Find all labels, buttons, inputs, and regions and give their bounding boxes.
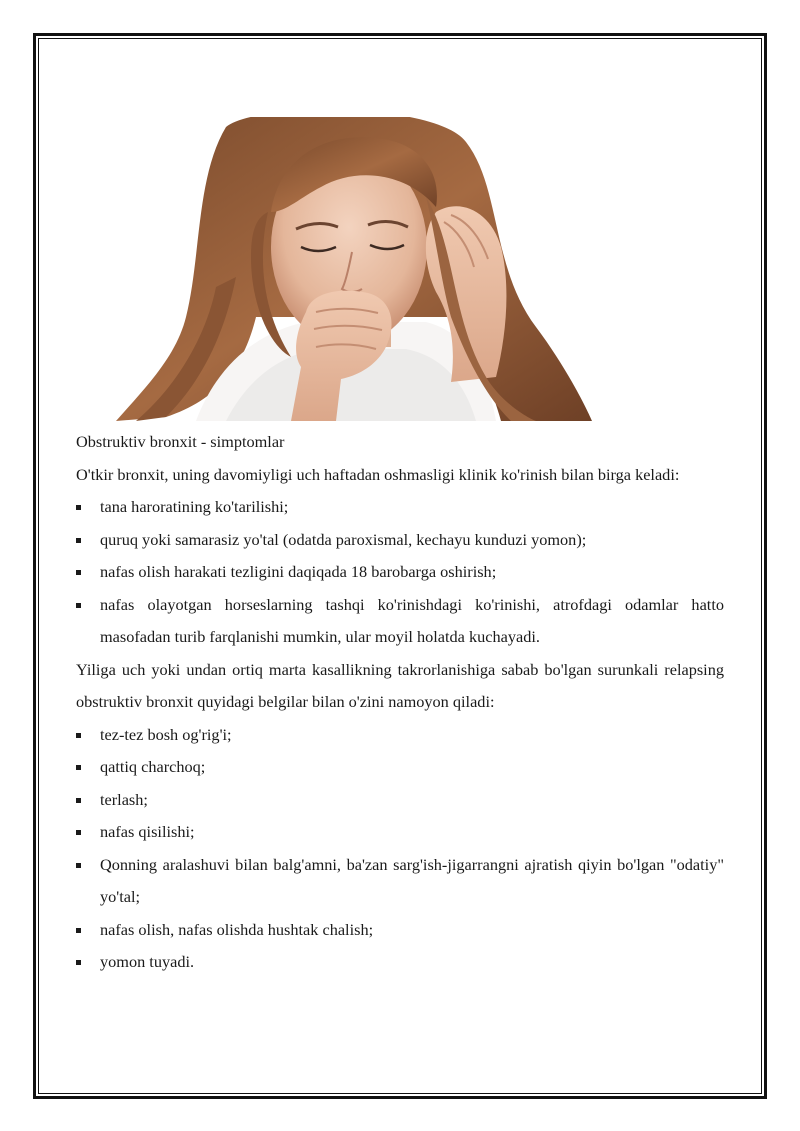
bullet-icon bbox=[76, 830, 81, 835]
article-heading: Obstruktiv bronxit - simptomlar bbox=[76, 432, 285, 451]
list-item: Qonning aralashuvi bilan balg'amni, ba'zan sarg'ish-jigarrangni ajratish qiyin bo'lgan "odatiy" yo'tal; bbox=[76, 849, 724, 914]
bullet-icon bbox=[76, 505, 81, 510]
chronic-symptom-list bbox=[76, 719, 724, 979]
list-item: quruq yoki samarasiz yo'tal (odatda paroxismal, kechayu kunduzi yomon); bbox=[76, 524, 724, 557]
list-item: nafas qisilishi; bbox=[76, 816, 724, 849]
coughing-woman-photo bbox=[106, 117, 592, 421]
bullet-icon bbox=[76, 798, 81, 803]
list-item: nafas olish, nafas olishda hushtak chalish; bbox=[76, 914, 724, 947]
bullet-icon bbox=[76, 538, 81, 543]
chronic-intro-paragraph: Yiliga uch yoki undan ortiq marta kasallikning takrorlanishiga sabab bo'lgan surunkali relapsing obstruktiv bronxit quyidagi belgilar bilan o'zini namoyon qiladi: bbox=[76, 659, 724, 711]
list-item: qattiq charchoq; bbox=[76, 751, 724, 784]
bullet-icon bbox=[76, 863, 81, 868]
bullet-icon bbox=[76, 960, 81, 965]
list-item: tana haroratining ko'tarilishi; bbox=[76, 491, 724, 524]
list-item: terlash; bbox=[76, 784, 724, 817]
list-item: nafas olayotgan horseslarning tashqi ko'rinishdagi ko'rinishi, atrofdagi odamlar hatto masofadan turib farqlanishi mumkin, ular moyil holatda kuchayadi. bbox=[76, 589, 724, 654]
list-item: yomon tuyadi. bbox=[76, 946, 724, 979]
acute-symptom-list bbox=[76, 491, 724, 654]
bullet-icon bbox=[76, 570, 81, 575]
bullet-icon bbox=[76, 765, 81, 770]
list-item: nafas olish harakati tezligini daqiqada 18 barobarga oshirish; bbox=[76, 556, 724, 589]
bullet-icon bbox=[76, 928, 81, 933]
article-body bbox=[76, 426, 724, 979]
bullet-icon bbox=[76, 603, 81, 608]
list-item: tez-tez bosh og'rig'i; bbox=[76, 719, 724, 752]
bullet-icon bbox=[76, 733, 81, 738]
acute-intro-paragraph: O'tkir bronxit, uning davomiyligi uch haftadan oshmasligi klinik ko'rinish bilan birga keladi: bbox=[76, 464, 680, 484]
